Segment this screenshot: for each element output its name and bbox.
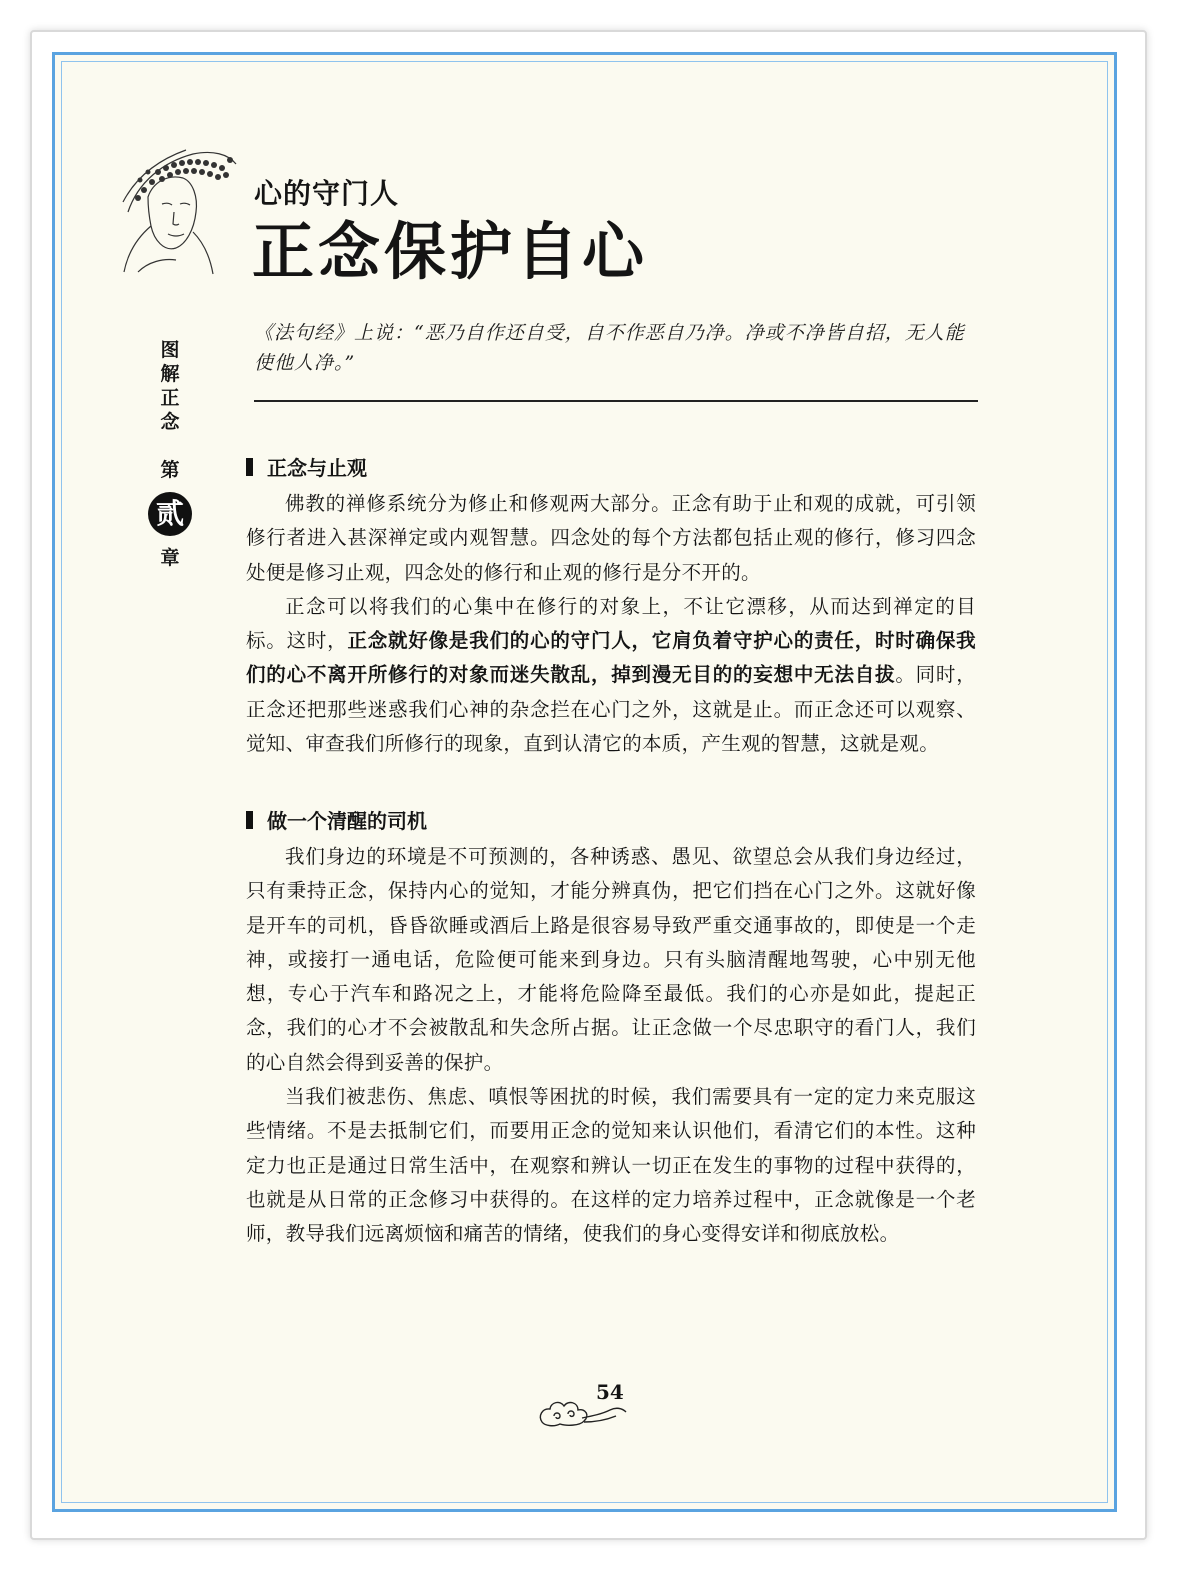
section-heading xyxy=(246,805,976,834)
chapter-number-badge: 贰 xyxy=(148,492,192,536)
heading-bar-icon xyxy=(246,458,253,476)
paragraph: 佛教的禅修系统分为修止和修观两大部分。正念有助于止和观的成就，可引领修行者进入甚深禅定或内观智慧。四念处的每个方法都包括止观的修行，修习四念处便是修习止观，四念处的修行和止观的修行是分不开的。 xyxy=(246,492,976,584)
side-chapter-label xyxy=(152,338,188,570)
divider xyxy=(254,400,978,402)
section-mindfulness-and-calm xyxy=(246,452,976,761)
series-char: 图 xyxy=(160,339,180,361)
buddha-portrait-icon xyxy=(118,142,238,277)
paragraph: 当我们被悲伤、焦虑、嗔恨等困扰的时候，我们需要具有一定的定力来克服这些情绪。不是去抵制它们，而要用正念的觉知来认识他们，看清它们的本性。这种定力也正是通过日常生活中，在观察和辨认一切正在发生的事物的过程中获得的，也就是从日常的正念修习中获得的。在这样的定力培养过程中，正念就像是一个老师，教导我们远离烦恼和痛苦的情绪，使我们的身心变得安详和彻底放松。 xyxy=(246,1085,976,1246)
paragraph-bold-text: 正念就好像是我们的心的守门人，它肩负着守护心的责任，时时确保我们的心不离开所修行的对象而迷失散乱，掉到漫无目的的妄想中无法自拔 xyxy=(246,629,976,687)
epigraph-quote: 《法句经》上说：“恶乃自作还自受，自不作恶自乃净。净或不净皆自招，无人能使他人净。” xyxy=(254,322,965,374)
page-footer xyxy=(536,1378,636,1438)
paragraph xyxy=(246,590,976,761)
page-number: 54 xyxy=(596,1380,624,1404)
book-series-label xyxy=(152,338,188,434)
series-char: 正 xyxy=(160,387,180,409)
series-char: 解 xyxy=(160,363,180,385)
series-char: 念 xyxy=(160,411,180,433)
section-sober-driver xyxy=(246,805,976,1252)
paragraph: 我们身边的环境是不可预测的，各种诱惑、愚见、欲望总会从我们身边经过，只有秉持正念，保持内心的觉知，才能分辨真伪，把它们挡在心门之外。这就好像是开车的司机，昏昏欲睡或酒后上路是很容易导致严重交通事故的，即使是一个走神，或接打一通电话，危险便可能来到身边。只有头脑清醒地驾驶，心中别无他想，专心于汽车和路况之上，才能将危险降至最低。我们的心亦是如此，提起正念，我们的心才不会被散乱和失念所占据。让正念做一个尽忠职守的看门人，我们的心自然会得到妥善的保护。 xyxy=(246,845,976,1074)
section-heading xyxy=(246,452,976,481)
section-heading-text: 做一个清醒的司机 xyxy=(267,809,427,833)
chapter-suffix: 章 xyxy=(160,547,180,569)
chapter-prefix: 第 xyxy=(160,459,180,481)
chapter-title: 正念保护自心 xyxy=(252,215,649,288)
section-heading-text: 正念与止观 xyxy=(267,456,367,480)
paragraph-text: 正念可以将我们的心集中在修行的对象上，不让它漂移，从而达到禅定的目标。这时， xyxy=(246,594,976,653)
chapter-subtitle: 心的守门人 xyxy=(254,177,400,210)
paragraph-text: 。同时，正念还把那些迷惑我们心神的杂念拦在心门之外，这就是止。而正念还可以观察、觉知、审查我们所修行的现象，直到认清它的本质，产生观的智慧，这就是观。 xyxy=(246,663,977,756)
heading-bar-icon xyxy=(246,811,253,829)
chapter-marker xyxy=(152,458,188,570)
cloud-ornament-icon xyxy=(536,1396,631,1432)
